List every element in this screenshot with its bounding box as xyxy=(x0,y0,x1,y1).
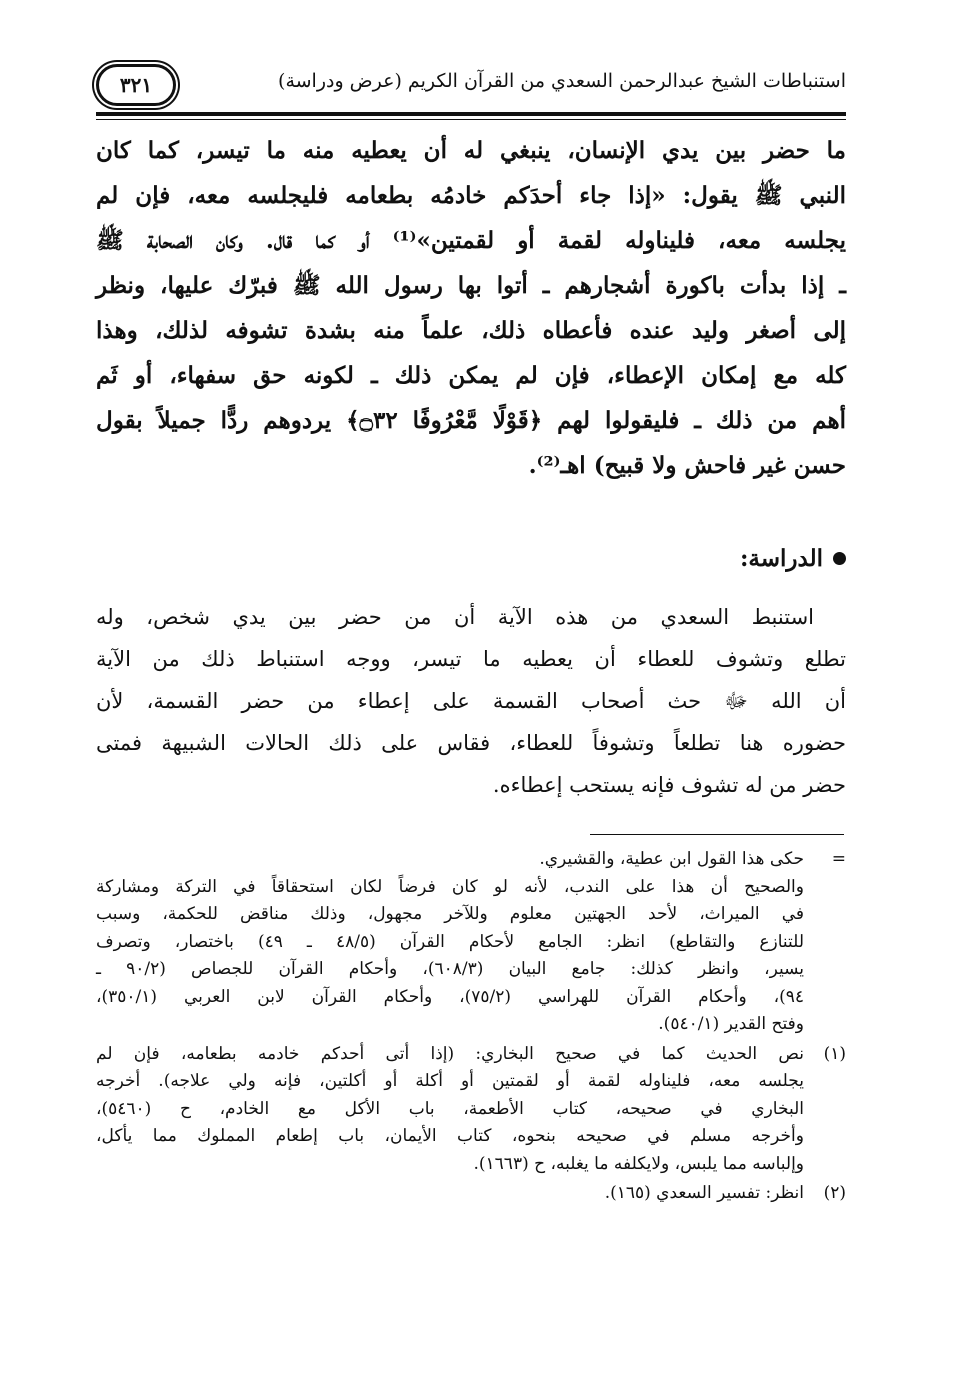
text-line: حضوره هنا تطلعاً وتشوفاً للعطاء، فقاس على ذلك الحالات الشبيهة فمتى xyxy=(96,731,846,755)
footnote-line: نص الحديث كما في صحيح البخاري: (إذا أتى أحدكم خادمه بطعامه، فإن لم xyxy=(96,1043,804,1064)
footnote-marker: (٢) xyxy=(823,1183,846,1203)
study-paragraph xyxy=(96,596,846,806)
header-rule xyxy=(96,112,846,116)
footnote-line: للتنازع والتقاطع) انظر: الجامع لأحكام القرآن (٤٨/٥ ـ ٤٩) باختصار، وتصرف xyxy=(96,931,804,952)
footnote-line: وأخرجه مسلم في صحيحه بنحوه، كتاب الأيمان، باب إطعام المملوك مما يأكل، xyxy=(96,1126,804,1146)
footnote-line: يجلسه معه، فليناوله لقمة أو لقمتين أو أكلة أو أكلتين، فإنه ولي علاجه). أخرجه xyxy=(96,1071,804,1091)
text-line: حضر من له تشوف فإنه يستحب إعطاءه. xyxy=(492,773,846,797)
footnote-line: حكى هذا القول ابن عطية، والقشيري. xyxy=(539,849,804,869)
footnote-separator xyxy=(590,834,844,835)
text-line: يجلسه معه، فليناوله لقمة أو لقمتين»⁽¹⁾ أو كما قال. وكان الصحابة ﷺ xyxy=(96,227,846,254)
section-heading-label: الدراسة: xyxy=(739,545,823,572)
footnote-line: انظر: تفسير السعدي (١٦٥). xyxy=(604,1183,804,1203)
text-line: إلى أصغر وليد عنده فأعطاه ذلك، علماً منه بشدة تشوفه لذلك، وهذا xyxy=(96,317,846,344)
footnote-line: ٩٤)، وأحكام القرآن للهراسي (٧٥/٢)، وأحكام القرآن لابن العربي (٣٥٠/١)، xyxy=(96,986,804,1007)
page-number: ٣٢١ xyxy=(96,64,176,106)
footnote-1 xyxy=(96,1041,846,1179)
text-line: كله مع إمكان الإعطاء، فإن لم يمكن ذلك ـ لكونه حق سفهاء، أو ثَم xyxy=(96,362,846,389)
footnote-continuation xyxy=(96,846,846,1039)
text-line: النبي ﷺ يقول: «إذا جاء أحدَكم خادمُه بطعامه فليجلسه معه، فإن لم xyxy=(96,182,846,209)
footnote-line: والصحيح أن هذا على الندب، لأنه لو كان فرضاً لكان استحقاقاً في التركة ومشاركة xyxy=(96,876,804,897)
footnote-line: يسير، وانظر كذلك: جامع البيان (٦٠٨/٣)، وأحكام القرآن للجصاص (٩٠/٢ ـ xyxy=(96,959,804,979)
running-title: استنباطات الشيخ عبدالرحمن السعدي من القرآن الكريم (عرض ودراسة) xyxy=(278,70,846,92)
page-header xyxy=(96,58,846,114)
text-line: حسن غير فاحش ولا قبيح) اهـ⁽²⁾. xyxy=(528,452,846,479)
footnote-line: البخاري في صحيحه، كتاب الأطعمة، باب الأكل مع الخادم، ح (٥٤٦٠)، xyxy=(96,1098,804,1119)
text-line: استنبط السعدي من هذه الآية أن من حضر بين يدي شخص، وله xyxy=(96,605,814,629)
footnote-line: وفتح القدير (٥٤٠/١). xyxy=(658,1014,804,1034)
footnote-line: في الميراث، لأحد الجهتين معلوم وللآخر مجهول، وذلك مناقض للحكمة، وسبب xyxy=(96,904,804,924)
footnote-marker: (١) xyxy=(823,1043,846,1064)
header-rule-thin xyxy=(96,119,846,120)
footnote-line: وإلباسه مما يلبس، ولايكلفه ما يغلبه، ح (١٦٦٣). xyxy=(473,1153,804,1174)
quoted-passage xyxy=(96,128,846,488)
footnotes xyxy=(96,846,846,1208)
bullet-icon xyxy=(833,552,846,565)
section-heading xyxy=(740,545,846,572)
footnote-2 xyxy=(96,1180,846,1208)
text-line: ـ إذا بدأت باكورة أشجارهم ـ أتوا بها رسول الله ﷺ فبرّك عليها، ونظر xyxy=(96,272,846,299)
text-line: أن الله ﷻ حث أصحاب القسمة على إعطاء من حضر القسمة، لأن xyxy=(96,689,846,713)
text-line: ما حضر بين يدي الإنسان، ينبغي له أن يعطيه منه ما تيسر، كما كان xyxy=(96,137,846,164)
text-line: تطلع وتشوف للعطاء أن يعطيه ما تيسر، ووجه استنباط ذلك من الآية xyxy=(96,647,846,671)
text-line: أهم من ذلك ـ فليقولوا لهم ﴿قَوْلًا مَّعْرُوفًا ۝٣٢﴾ يردوهم ردًّا جميلاً بقول xyxy=(96,407,846,434)
footnote-marker: = xyxy=(831,849,846,869)
